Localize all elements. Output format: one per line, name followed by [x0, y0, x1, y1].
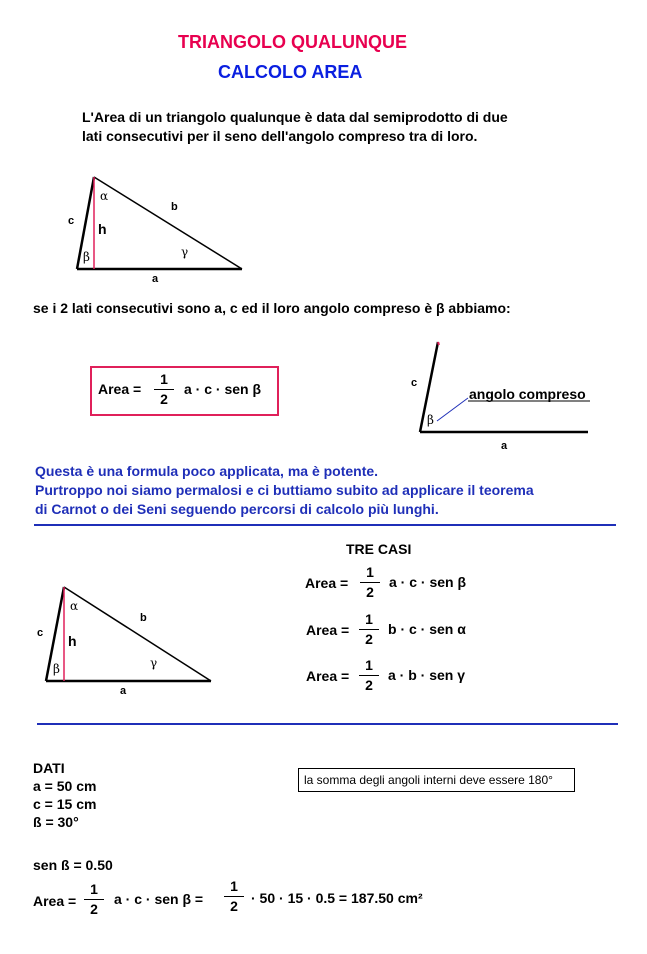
fraction-denominator: 2 — [160, 391, 168, 407]
fraction-numerator: 1 — [230, 878, 238, 894]
separator-2 — [37, 723, 618, 725]
angle-label: angolo compreso — [469, 386, 586, 402]
final-lhs: Area = — [33, 893, 77, 909]
formula-box-lhs: Area = — [98, 381, 142, 397]
case-1-rhs: a · c · sen β — [389, 574, 467, 590]
blue-note-line-2: Purtroppo noi siamo permalosi e ci buttiamo subito ad applicare il teorema — [35, 482, 534, 498]
case-2-rhs: b · c · sen α — [388, 621, 466, 637]
tri1-a-label: a — [152, 273, 159, 285]
case-1-fraction — [360, 564, 380, 601]
fraction-bar — [84, 899, 104, 900]
case-1-lhs: Area = — [305, 575, 349, 591]
fraction-numerator: 1 — [365, 611, 373, 627]
case-2-lhs: Area = — [306, 622, 350, 638]
tri1-c-label: c — [68, 215, 75, 227]
final-rhs: · 50 · 15 · 0.5 = 187.50 cm² — [251, 890, 423, 906]
tri1-h-label: h — [98, 221, 107, 237]
tri1-alpha-label: α — [100, 189, 109, 203]
note-box: la somma degli angoli interni deve essere 180° — [298, 768, 575, 792]
final-fraction-1 — [84, 881, 104, 918]
fraction-numerator: 1 — [366, 564, 374, 580]
formula-box-rhs: a · c · sen β — [184, 381, 262, 397]
fraction-denominator: 2 — [230, 898, 238, 914]
tri1-beta-label: β — [83, 250, 90, 264]
main-title: TRIANGOLO QUALUNQUE — [178, 32, 407, 52]
sen-line: sen ß = 0.50 — [33, 857, 113, 873]
fraction-bar — [360, 582, 380, 583]
fraction-denominator: 2 — [365, 631, 373, 647]
fraction-denominator: 2 — [365, 677, 373, 693]
tri2-a-label: a — [120, 685, 127, 697]
fraction-bar — [359, 629, 379, 630]
fraction-numerator: 1 — [160, 371, 168, 387]
fraction-bar — [224, 896, 244, 897]
tri2-alpha-label: α — [70, 599, 79, 613]
tri2-beta-label: β — [53, 662, 60, 676]
case-3-rhs: a · b · sen γ — [388, 667, 466, 683]
case-3-fraction — [359, 657, 379, 694]
angle-c-label: c — [411, 377, 418, 389]
tri2-gamma-label: γ — [150, 656, 158, 670]
tri2-h-label: h — [68, 633, 77, 649]
fraction-denominator: 2 — [366, 584, 374, 600]
dati-line-3: ß = 30° — [33, 814, 79, 830]
tri1-b-label: b — [171, 201, 178, 213]
tri2-c-label: c — [37, 627, 44, 639]
intro-line-1: L'Area di un triangolo qualunque è data dal semiprodotto di due — [82, 109, 508, 125]
fraction-denominator: 2 — [90, 901, 98, 917]
case-2-fraction — [359, 611, 379, 648]
fraction-numerator: 1 — [365, 657, 373, 673]
tre-casi-title: TRE CASI — [346, 541, 412, 557]
tri1-gamma-label: γ — [181, 245, 189, 259]
angle-a-label: a — [501, 440, 508, 452]
dati-title: DATI — [33, 760, 65, 776]
final-fraction-2 — [224, 878, 244, 915]
fraction-numerator: 1 — [90, 881, 98, 897]
blue-note-line-1: Questa è una formula poco applicata, ma è potente. — [35, 463, 379, 479]
final-mid: a · c · sen β = — [114, 891, 204, 907]
subtitle: CALCOLO AREA — [218, 62, 363, 82]
case-3-lhs: Area = — [306, 668, 350, 684]
separator-1 — [34, 524, 616, 526]
formula-box-fraction — [154, 371, 174, 408]
sentence: se i 2 lati consecutivi sono a, c ed il loro angolo compreso è β abbiamo: — [33, 300, 511, 316]
dati-line-1: a = 50 cm — [33, 778, 97, 794]
blue-note-line-3: di Carnot o dei Seni seguendo percorsi di calcolo più lunghi. — [35, 501, 439, 517]
fraction-bar — [154, 389, 174, 390]
intro-line-2: lati consecutivi per il seno dell'angolo compreso tra di loro. — [82, 128, 478, 144]
angle-beta-label: β — [427, 413, 434, 427]
fraction-bar — [359, 675, 379, 676]
dati-line-2: c = 15 cm — [33, 796, 97, 812]
tri2-b-label: b — [140, 612, 147, 624]
